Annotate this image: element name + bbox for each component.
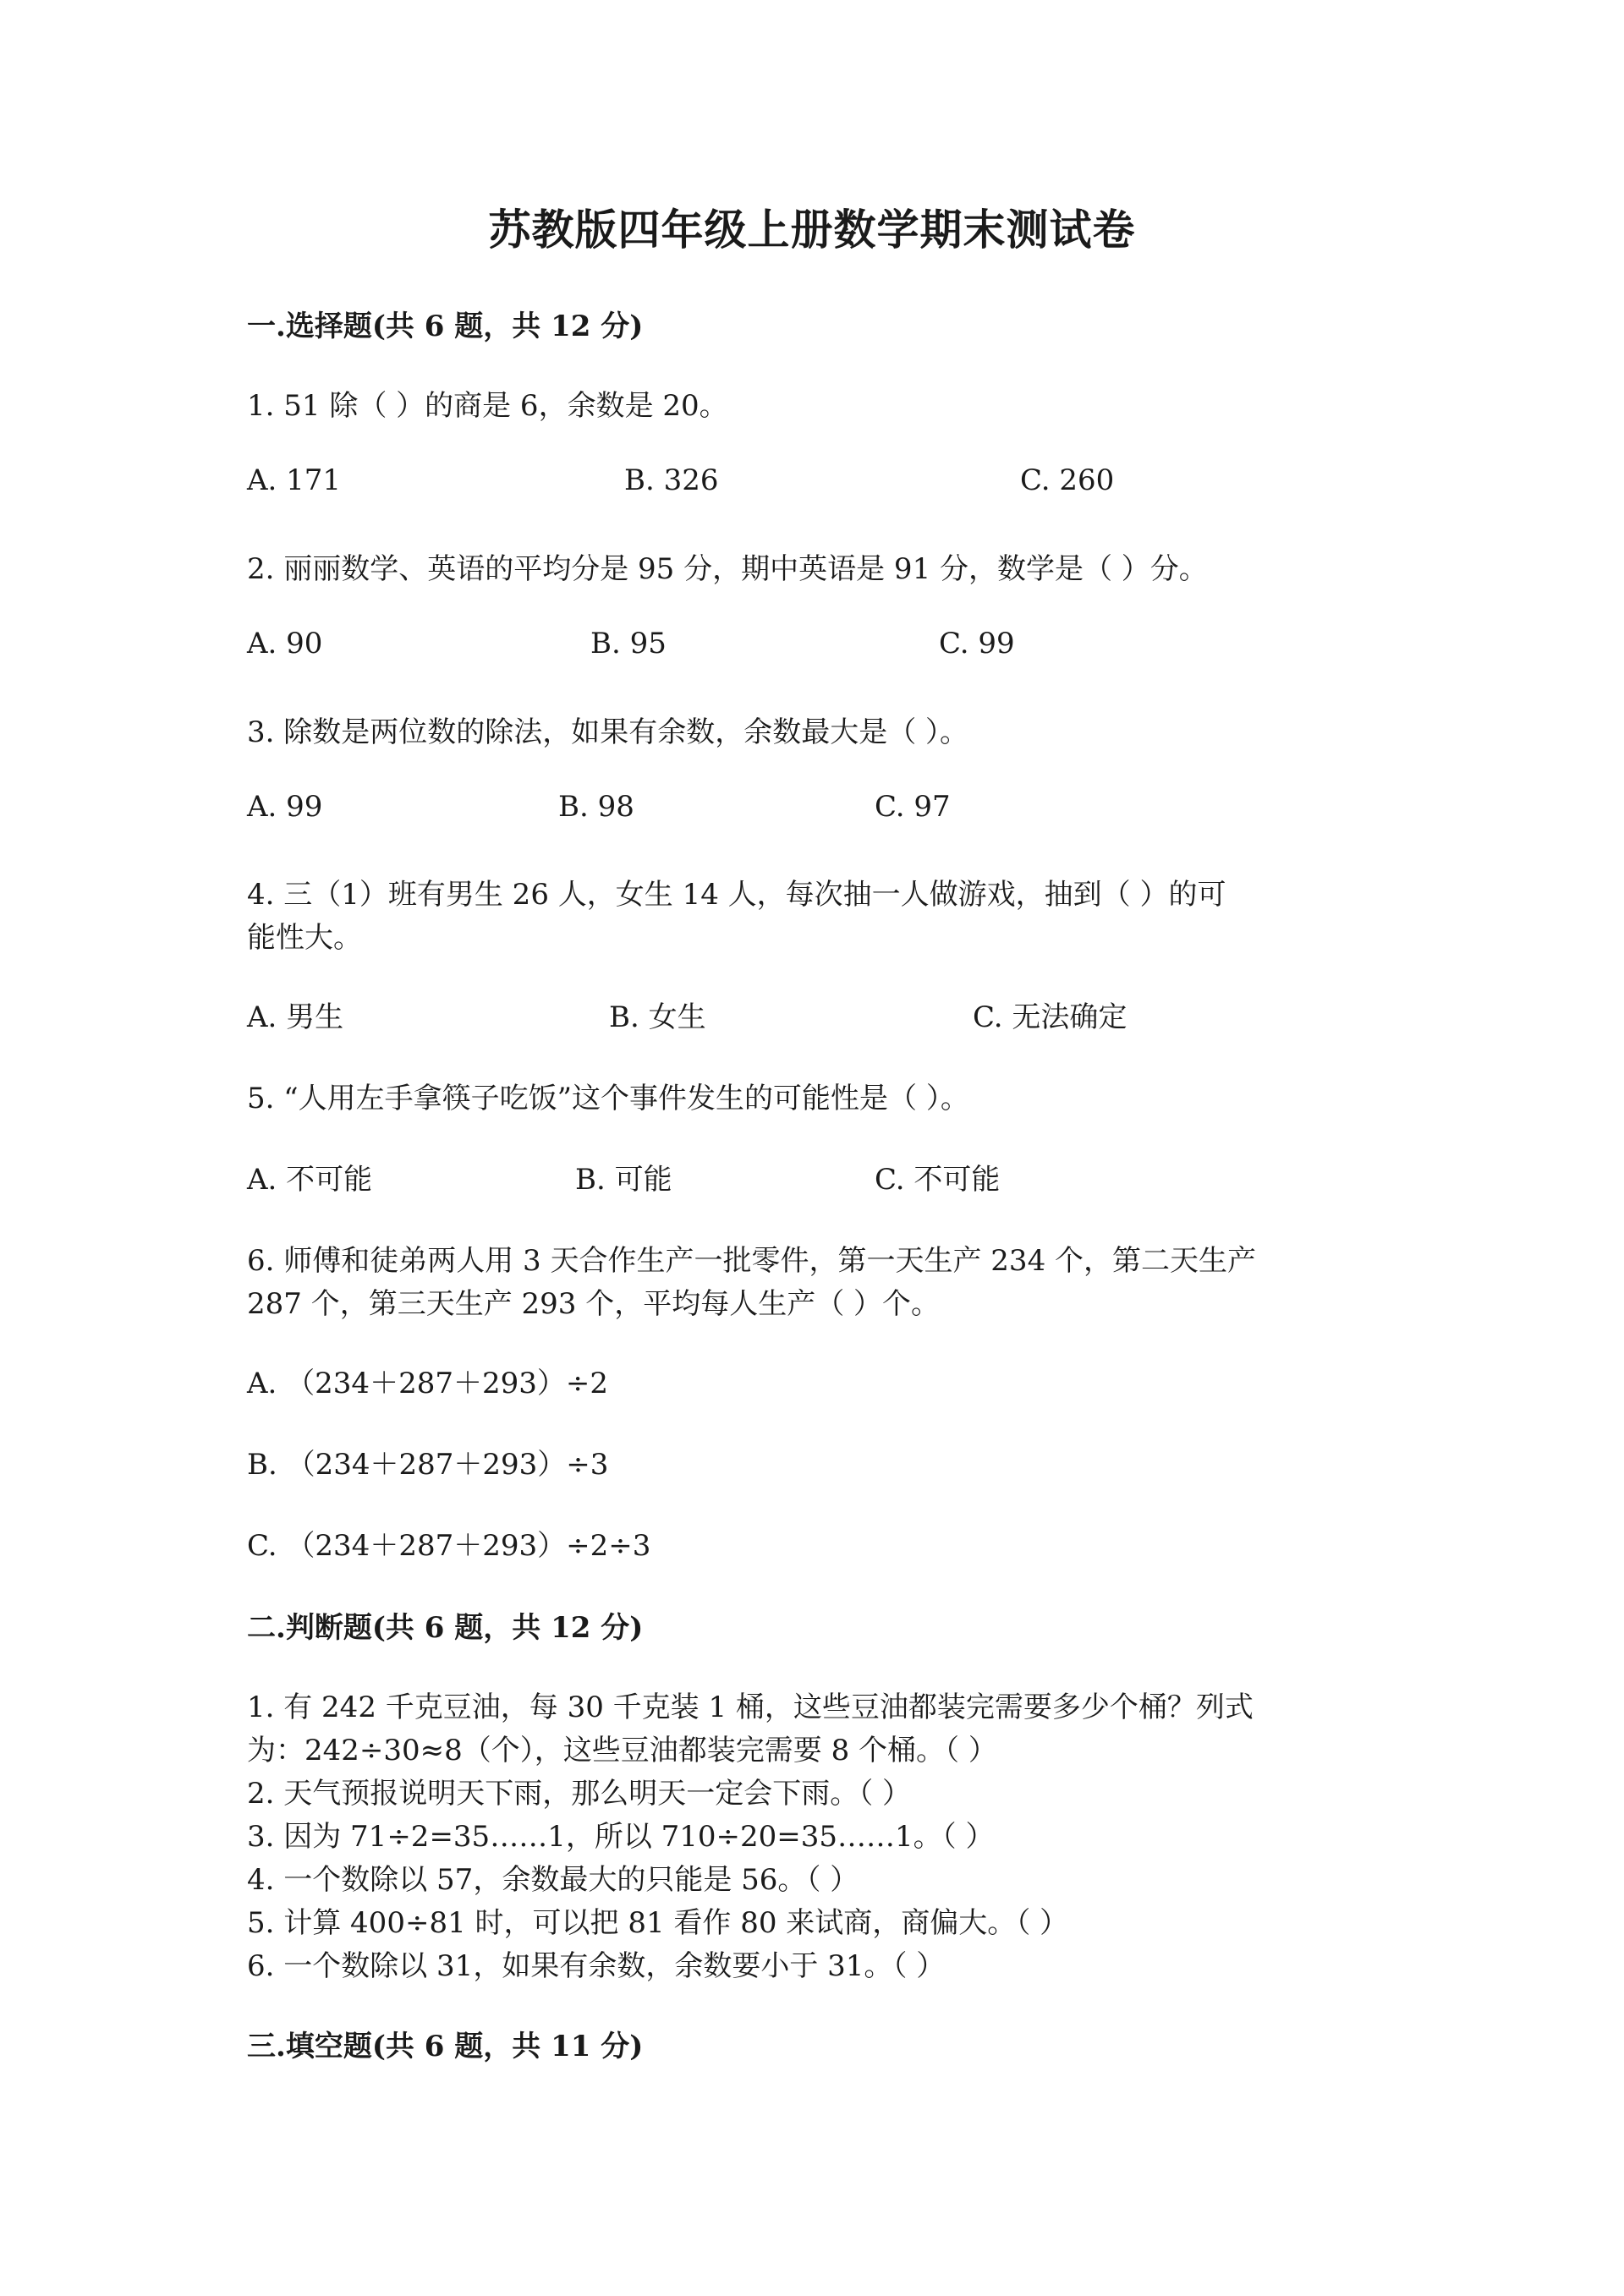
option-b: B. 98	[558, 790, 634, 824]
option-c: C. 260	[1020, 463, 1115, 497]
judgment-line: 1. 有 242 千克豆油，每 30 千克装 1 桶，这些豆油都装完需要多少个桶？列式	[247, 1690, 1254, 1724]
option-b: B. 女生	[609, 1000, 706, 1034]
judgment-line: 5. 计算 400÷81 时，可以把 81 看作 80 来试商，商偏大。（ ）	[247, 1906, 1069, 1940]
option-a: A. 不可能	[247, 1163, 373, 1197]
question-text: 5. “人用左手拿筷子吃饭”这个事件发生的可能性是（ ）。	[247, 1082, 969, 1115]
option-c: C. 无法确定	[973, 1000, 1127, 1034]
option-b: B. 可能	[575, 1163, 672, 1197]
question-text-continued: 能性大。	[247, 921, 362, 955]
option-c: C. （234＋287＋293）÷2÷3	[247, 1529, 651, 1563]
judgment-line: 为：242÷30≈8（个），这些豆油都装完需要 8 个桶。（ ）	[247, 1734, 997, 1767]
question-text-continued: 287 个，第三天生产 293 个，平均每人生产（ ）个。	[247, 1287, 941, 1321]
option-a: A. 男生	[247, 1000, 344, 1034]
judgment-line: 2. 天气预报说明天下雨，那么明天一定会下雨。（ ）	[247, 1777, 912, 1811]
judgment-line: 4. 一个数除以 57，余数最大的只能是 56。（ ）	[247, 1863, 859, 1897]
option-b: B. 95	[590, 627, 667, 660]
judgment-line: 6. 一个数除以 31，如果有余数，余数要小于 31。（ ）	[247, 1949, 946, 1983]
option-b: B. （234＋287＋293）÷3	[247, 1448, 609, 1482]
judgment-line: 3. 因为 71÷2=35……1，所以 710÷20=35……1。（ ）	[247, 1820, 995, 1854]
option-b: B. 326	[624, 463, 719, 497]
section-heading-choice: 一.选择题(共 6 题，共 12 分)	[247, 310, 644, 343]
question-text: 6. 师傅和徒弟两人用 3 天合作生产一批零件，第一天生产 234 个，第二天生产	[247, 1244, 1257, 1278]
option-a: A. （234＋287＋293）÷2	[247, 1367, 608, 1400]
question-text: 3. 除数是两位数的除法，如果有余数，余数最大是（ ）。	[247, 715, 969, 749]
page-title: 苏教版四年级上册数学期末测试卷	[488, 205, 1136, 255]
option-a: A. 171	[247, 463, 342, 497]
question-text: 4. 三（1）班有男生 26 人，女生 14 人，每次抽一人做游戏，抽到（ ）的可	[247, 878, 1226, 912]
option-c: C. 97	[875, 790, 951, 824]
option-a: A. 90	[247, 627, 323, 660]
option-c: C. 99	[939, 627, 1015, 660]
question-text: 1. 51 除（ ）的商是 6，余数是 20。	[247, 389, 728, 423]
option-c: C. 不可能	[875, 1163, 1001, 1197]
section-heading-fill-in: 三.填空题(共 6 题，共 11 分)	[247, 2030, 644, 2063]
question-text: 2. 丽丽数学、英语的平均分是 95 分，期中英语是 91 分，数学是（ ）分。	[247, 552, 1208, 586]
option-a: A. 99	[247, 790, 323, 824]
section-heading-judgment: 二.判断题(共 6 题，共 12 分)	[247, 1611, 644, 1645]
